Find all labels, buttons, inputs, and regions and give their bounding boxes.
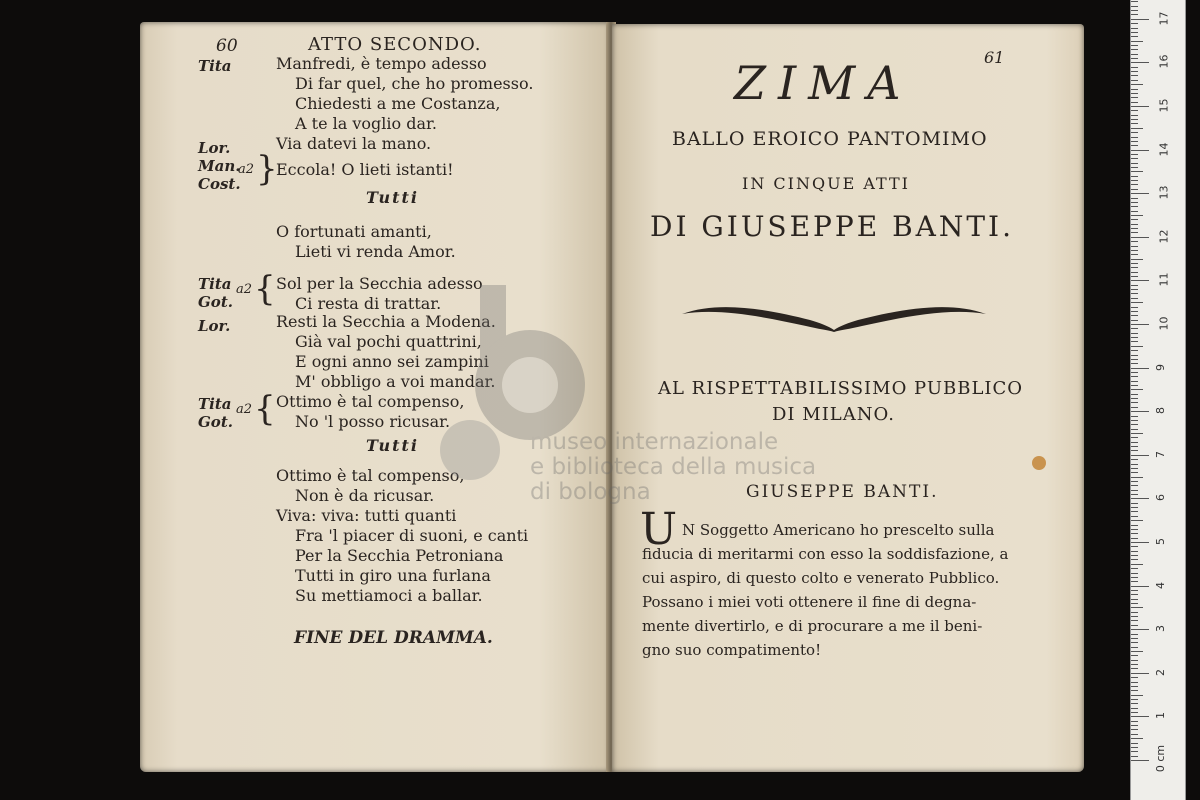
verse-line: Lieti vi renda Amor. [295, 242, 456, 261]
dedication-line-1: AL RISPETTABILISSIMO PUBBLICO [658, 378, 1024, 399]
brace-icon: { [254, 269, 276, 309]
ruler-number: 5 [1154, 538, 1167, 545]
ruler-number: 4 [1154, 581, 1167, 589]
ruler-tick [1131, 171, 1143, 172]
ruler-tick [1131, 551, 1138, 552]
ruler-number: 14 [1157, 142, 1171, 157]
ruler-tick [1131, 660, 1138, 661]
ruler-tick [1131, 341, 1138, 342]
ruler-tick [1131, 581, 1138, 582]
ruler-tick [1131, 533, 1138, 534]
ruler-tick [1131, 14, 1138, 15]
ruler-tick [1131, 89, 1138, 90]
brace-icon: } [256, 149, 278, 189]
ruler-tick [1131, 411, 1149, 412]
ruler-tick [1131, 620, 1138, 621]
verse-line: Via datevi la mano. [276, 134, 432, 153]
ruler-tick [1131, 433, 1143, 434]
ruler-tick [1131, 219, 1138, 220]
ruler-tick [1131, 315, 1138, 316]
verse-line: Viva: viva: tutti quanti [276, 506, 457, 525]
ruler-tick [1131, 568, 1138, 569]
body-line: mente divertirlo, e di procurare a me il beni- [642, 617, 983, 635]
ruler-tick [1131, 459, 1138, 460]
ruler-tick [1131, 490, 1138, 491]
ruler-tick [1131, 293, 1138, 294]
ruler-tick [1131, 634, 1138, 635]
ruler-tick [1131, 307, 1138, 308]
watermark-line: di bologna [530, 479, 651, 505]
signature: GIUSEPPE BANTI. [746, 482, 939, 502]
ruler-tick [1131, 128, 1143, 129]
ruler-tick [1131, 729, 1138, 730]
ruler-tick [1131, 751, 1138, 752]
verse-line: E ogni anno sei zampini [295, 352, 489, 371]
measurement-ruler [1130, 0, 1186, 800]
ruler-tick [1131, 607, 1143, 608]
verse-line: Ottimo è tal compenso, [276, 466, 465, 485]
a2-marker: a2 [236, 282, 253, 297]
a2-marker: a2 [236, 402, 253, 417]
ruler-tick [1131, 381, 1138, 382]
verse-line: Per la Secchia Petroniana [295, 546, 504, 565]
ruler-tick [1131, 682, 1138, 683]
ruler-tick [1131, 651, 1143, 652]
ornament-swash-icon [680, 296, 988, 332]
ruler-tick [1131, 385, 1138, 386]
ruler-tick [1131, 259, 1143, 260]
ruler-tick [1131, 616, 1138, 617]
ruler-tick [1131, 311, 1138, 312]
ruler-tick [1131, 442, 1138, 443]
watermark-line: e biblioteca della musica [530, 454, 817, 480]
ruler-tick [1131, 450, 1138, 451]
ruler-tick [1131, 647, 1138, 648]
ruler-tick [1131, 298, 1138, 299]
ruler-number: 2 [1154, 668, 1167, 676]
ruler-tick [1131, 402, 1138, 403]
ruler-tick [1131, 743, 1138, 744]
ruler-tick [1131, 677, 1138, 678]
ruler-tick [1131, 6, 1138, 7]
ruler-tick [1131, 389, 1143, 390]
verse-line: Su mettiamoci a ballar. [295, 586, 483, 605]
ruler-tick [1131, 716, 1149, 717]
ruler-tick [1131, 84, 1143, 85]
ruler-tick [1131, 324, 1149, 325]
ruler-tick [1131, 529, 1138, 530]
ruler-tick [1131, 546, 1138, 547]
ruler-tick [1131, 738, 1143, 739]
ruler-tick [1131, 394, 1138, 395]
verse-line: Sol per la Secchia adesso [276, 274, 483, 293]
acts-line: IN CINQUE ATTI [742, 174, 910, 193]
ruler-tick [1131, 54, 1138, 55]
ruler-tick [1131, 80, 1138, 81]
right-page [612, 24, 1084, 772]
verse-line: Di far quel, che ho promesso. [295, 74, 534, 93]
fine-del-dramma: FINE DEL DRAMMA. [294, 628, 493, 648]
page-number-right: 61 [984, 48, 1005, 67]
ruler-number: 12 [1157, 229, 1171, 244]
ruler-tick [1131, 180, 1138, 181]
title: ZIMA [734, 56, 913, 110]
ruler-unit-label: 0 cm [1154, 744, 1168, 773]
ruler-tick [1131, 542, 1149, 543]
ruler-tick [1131, 123, 1138, 124]
ruler-tick [1131, 686, 1138, 687]
verse-line: Tutti in giro una furlana [295, 566, 491, 585]
verse-line: Ottimo è tal compenso, [276, 392, 465, 411]
ruler-tick [1131, 564, 1143, 565]
ruler-tick [1131, 1, 1138, 2]
ruler-tick [1131, 193, 1149, 194]
ruler-tick [1131, 472, 1138, 473]
ruler-tick [1131, 525, 1138, 526]
ruler-tick [1131, 586, 1149, 587]
ruler-tick [1131, 19, 1149, 20]
ruler-tick [1131, 49, 1138, 50]
ruler-tick [1131, 302, 1143, 303]
ruler-tick [1131, 36, 1138, 37]
foxing-spot [1032, 456, 1046, 470]
ruler-tick [1131, 673, 1149, 674]
ruler-tick [1131, 250, 1138, 251]
ruler-tick [1131, 599, 1138, 600]
ruler-tick [1131, 232, 1138, 233]
ruler-tick [1131, 285, 1138, 286]
ruler-tick [1131, 272, 1138, 273]
ruler-tick [1131, 359, 1138, 360]
ruler-tick [1131, 721, 1138, 722]
speaker-label: Tita [198, 395, 232, 413]
ruler-tick [1131, 23, 1138, 24]
ruler-tick [1131, 167, 1138, 168]
verse-line: Chiedesti a me Costanza, [295, 94, 501, 113]
ruler-tick [1131, 333, 1138, 334]
ruler-tick [1131, 115, 1138, 116]
verse-line: No 'l posso ricusar. [295, 412, 451, 431]
ruler-tick [1131, 372, 1138, 373]
ruler-tick [1131, 734, 1138, 735]
ruler-tick [1131, 206, 1138, 207]
ruler-tick [1131, 455, 1149, 456]
ruler-tick [1131, 511, 1138, 512]
ruler-tick [1131, 71, 1138, 72]
ruler-tick [1131, 363, 1138, 364]
speaker-label: Man. [198, 157, 241, 175]
speaker-label: Lor. [198, 317, 231, 335]
ruler-tick [1131, 629, 1149, 630]
body-line: N Soggetto Americano ho prescelto sulla [682, 521, 995, 539]
a2-marker: a2 [238, 162, 255, 177]
body-line: gno suo compatimento! [642, 641, 822, 659]
ruler-tick [1131, 224, 1138, 225]
ruler-tick [1131, 468, 1138, 469]
ruler-tick [1131, 198, 1138, 199]
ruler-tick [1131, 62, 1149, 63]
ruler-tick [1131, 110, 1138, 111]
ruler-tick [1131, 407, 1138, 408]
ruler-tick [1131, 189, 1138, 190]
ruler-tick [1131, 102, 1138, 103]
tutti-label: Tutti [366, 436, 419, 455]
ruler-tick [1131, 237, 1149, 238]
ruler-tick [1131, 699, 1138, 700]
ruler-tick [1131, 703, 1138, 704]
ruler-tick [1131, 67, 1138, 68]
ruler-tick [1131, 246, 1138, 247]
ruler-tick [1131, 437, 1138, 438]
ruler-tick [1131, 494, 1138, 495]
ruler-tick [1131, 712, 1138, 713]
verse-line: Fra 'l piacer di suoni, e canti [295, 526, 529, 545]
verse-line: A te la voglio dar. [295, 114, 437, 133]
ruler-tick [1131, 520, 1143, 521]
ruler-tick [1131, 75, 1138, 76]
ruler-tick [1131, 158, 1138, 159]
ruler-number: 10 [1157, 316, 1171, 331]
ruler-tick [1131, 355, 1138, 356]
ruler-tick [1131, 176, 1138, 177]
speaker-label: Lor. [198, 139, 231, 157]
ruler-tick [1131, 498, 1149, 499]
ruler-tick [1131, 420, 1138, 421]
ruler-tick [1131, 215, 1143, 216]
ruler-tick [1131, 625, 1138, 626]
ruler-tick [1131, 638, 1138, 639]
ruler-tick [1131, 10, 1138, 11]
speaker-label: Got. [198, 293, 233, 311]
ruler-tick [1131, 350, 1138, 351]
ruler-tick [1131, 97, 1138, 98]
verse-line: Già val pochi quattrini, [295, 332, 482, 351]
page-number-left: 60 [216, 36, 238, 56]
ruler-tick [1131, 93, 1138, 94]
ruler-tick [1131, 590, 1138, 591]
ruler-tick [1131, 289, 1138, 290]
ruler-tick [1131, 211, 1138, 212]
ruler-tick [1131, 328, 1138, 329]
ruler-tick [1131, 163, 1138, 164]
body-line: Possano i miei voti ottenere il fine di degna- [642, 593, 977, 611]
ruler-number: 1 [1154, 712, 1167, 720]
ruler-tick [1131, 603, 1138, 604]
body-line: fiducia di meritarmi con esso la soddisfazione, a [642, 545, 1009, 563]
ruler-tick [1131, 132, 1138, 133]
ruler-tick [1131, 28, 1138, 29]
ruler-tick [1131, 664, 1138, 665]
ruler-number: 16 [1157, 54, 1171, 69]
ruler-tick [1131, 184, 1138, 185]
ruler-number: 9 [1154, 363, 1167, 371]
ruler-number: 13 [1157, 185, 1171, 200]
ruler-tick [1131, 137, 1138, 138]
verse-line: Ci resta di trattar. [295, 294, 442, 313]
ruler-tick [1131, 446, 1138, 447]
brace-icon: { [254, 389, 276, 429]
ruler-tick [1131, 58, 1138, 59]
ruler-number: 3 [1154, 625, 1167, 633]
ruler-tick [1131, 655, 1138, 656]
ruler-tick [1131, 668, 1138, 669]
ruler-tick [1131, 119, 1138, 120]
ruler-tick [1131, 337, 1138, 338]
ruler-tick [1131, 507, 1138, 508]
ruler-number: 11 [1157, 272, 1171, 287]
verse-line: Manfredi, è tempo adesso [276, 54, 487, 73]
ruler-tick [1131, 398, 1138, 399]
body-line: cui aspiro, di questo colto e venerato Pubblico. [642, 569, 1000, 587]
ruler-tick [1131, 145, 1138, 146]
ruler-number: 15 [1157, 98, 1171, 113]
drop-cap: U [640, 504, 678, 555]
verse-line: M' obbligo a voi mandar. [295, 372, 496, 391]
ruler-tick [1131, 32, 1138, 33]
ruler-number: 7 [1154, 450, 1167, 458]
running-head: ATTO SECONDO. [308, 34, 482, 55]
ruler-tick [1131, 708, 1138, 709]
ruler-tick [1131, 228, 1138, 229]
ruler-tick [1131, 154, 1138, 155]
ruler-number: 6 [1154, 494, 1167, 502]
ruler-tick [1131, 477, 1143, 478]
ruler-tick [1131, 481, 1138, 482]
verse-line: Non è da ricusar. [295, 486, 435, 505]
ruler-tick [1131, 280, 1149, 281]
speaker-label: Tita [198, 57, 232, 75]
ruler-tick [1131, 573, 1138, 574]
ruler-tick [1131, 424, 1138, 425]
ruler-tick [1131, 559, 1138, 560]
ruler-tick [1131, 106, 1149, 107]
ruler-tick [1131, 254, 1138, 255]
ruler-tick [1131, 141, 1138, 142]
ruler-number: 17 [1157, 11, 1171, 26]
ruler-tick [1131, 416, 1138, 417]
ruler-tick [1131, 555, 1138, 556]
verse-line: Resti la Secchia a Modena. [276, 312, 496, 331]
watermark-line: museo internazionale [530, 429, 779, 455]
ruler-number: 8 [1154, 407, 1167, 415]
ruler-tick [1131, 747, 1138, 748]
ruler-tick [1131, 725, 1138, 726]
ruler-tick [1131, 594, 1138, 595]
ruler-tick [1131, 503, 1138, 504]
ruler-tick [1131, 642, 1138, 643]
ruler-tick [1131, 516, 1138, 517]
speaker-label: Cost. [198, 175, 241, 193]
verse-line: Eccola! O lieti istanti! [276, 160, 454, 179]
ruler-tick [1131, 41, 1143, 42]
ruler-tick [1131, 485, 1138, 486]
ruler-tick [1131, 376, 1138, 377]
ruler-tick [1131, 756, 1138, 757]
ruler-tick [1131, 429, 1138, 430]
ruler-tick [1131, 320, 1138, 321]
ruler-tick [1131, 150, 1149, 151]
ruler-tick [1131, 368, 1149, 369]
dedication-line-2: DI MILANO. [772, 404, 895, 425]
speaker-label: Got. [198, 413, 233, 431]
ruler-tick [1131, 538, 1138, 539]
verse-line: O fortunati amanti, [276, 222, 432, 241]
ruler-tick [1131, 760, 1149, 761]
tutti-label: Tutti [366, 188, 419, 207]
ruler-tick [1131, 612, 1138, 613]
subtitle: BALLO EROICO PANTOMIMO [672, 128, 988, 150]
ruler-tick [1131, 267, 1138, 268]
ruler-tick [1131, 45, 1138, 46]
ruler-tick [1131, 690, 1138, 691]
speaker-label: Tita [198, 275, 232, 293]
author-line: DI GIUSEPPE BANTI. [650, 210, 1015, 243]
ruler-tick [1131, 241, 1138, 242]
ruler-tick [1131, 276, 1138, 277]
ruler-tick [1131, 577, 1138, 578]
ruler-tick [1131, 695, 1143, 696]
ruler-tick [1131, 263, 1138, 264]
ruler-tick [1131, 346, 1143, 347]
ruler-tick [1131, 202, 1138, 203]
ruler-tick [1131, 464, 1138, 465]
left-page [140, 22, 610, 772]
